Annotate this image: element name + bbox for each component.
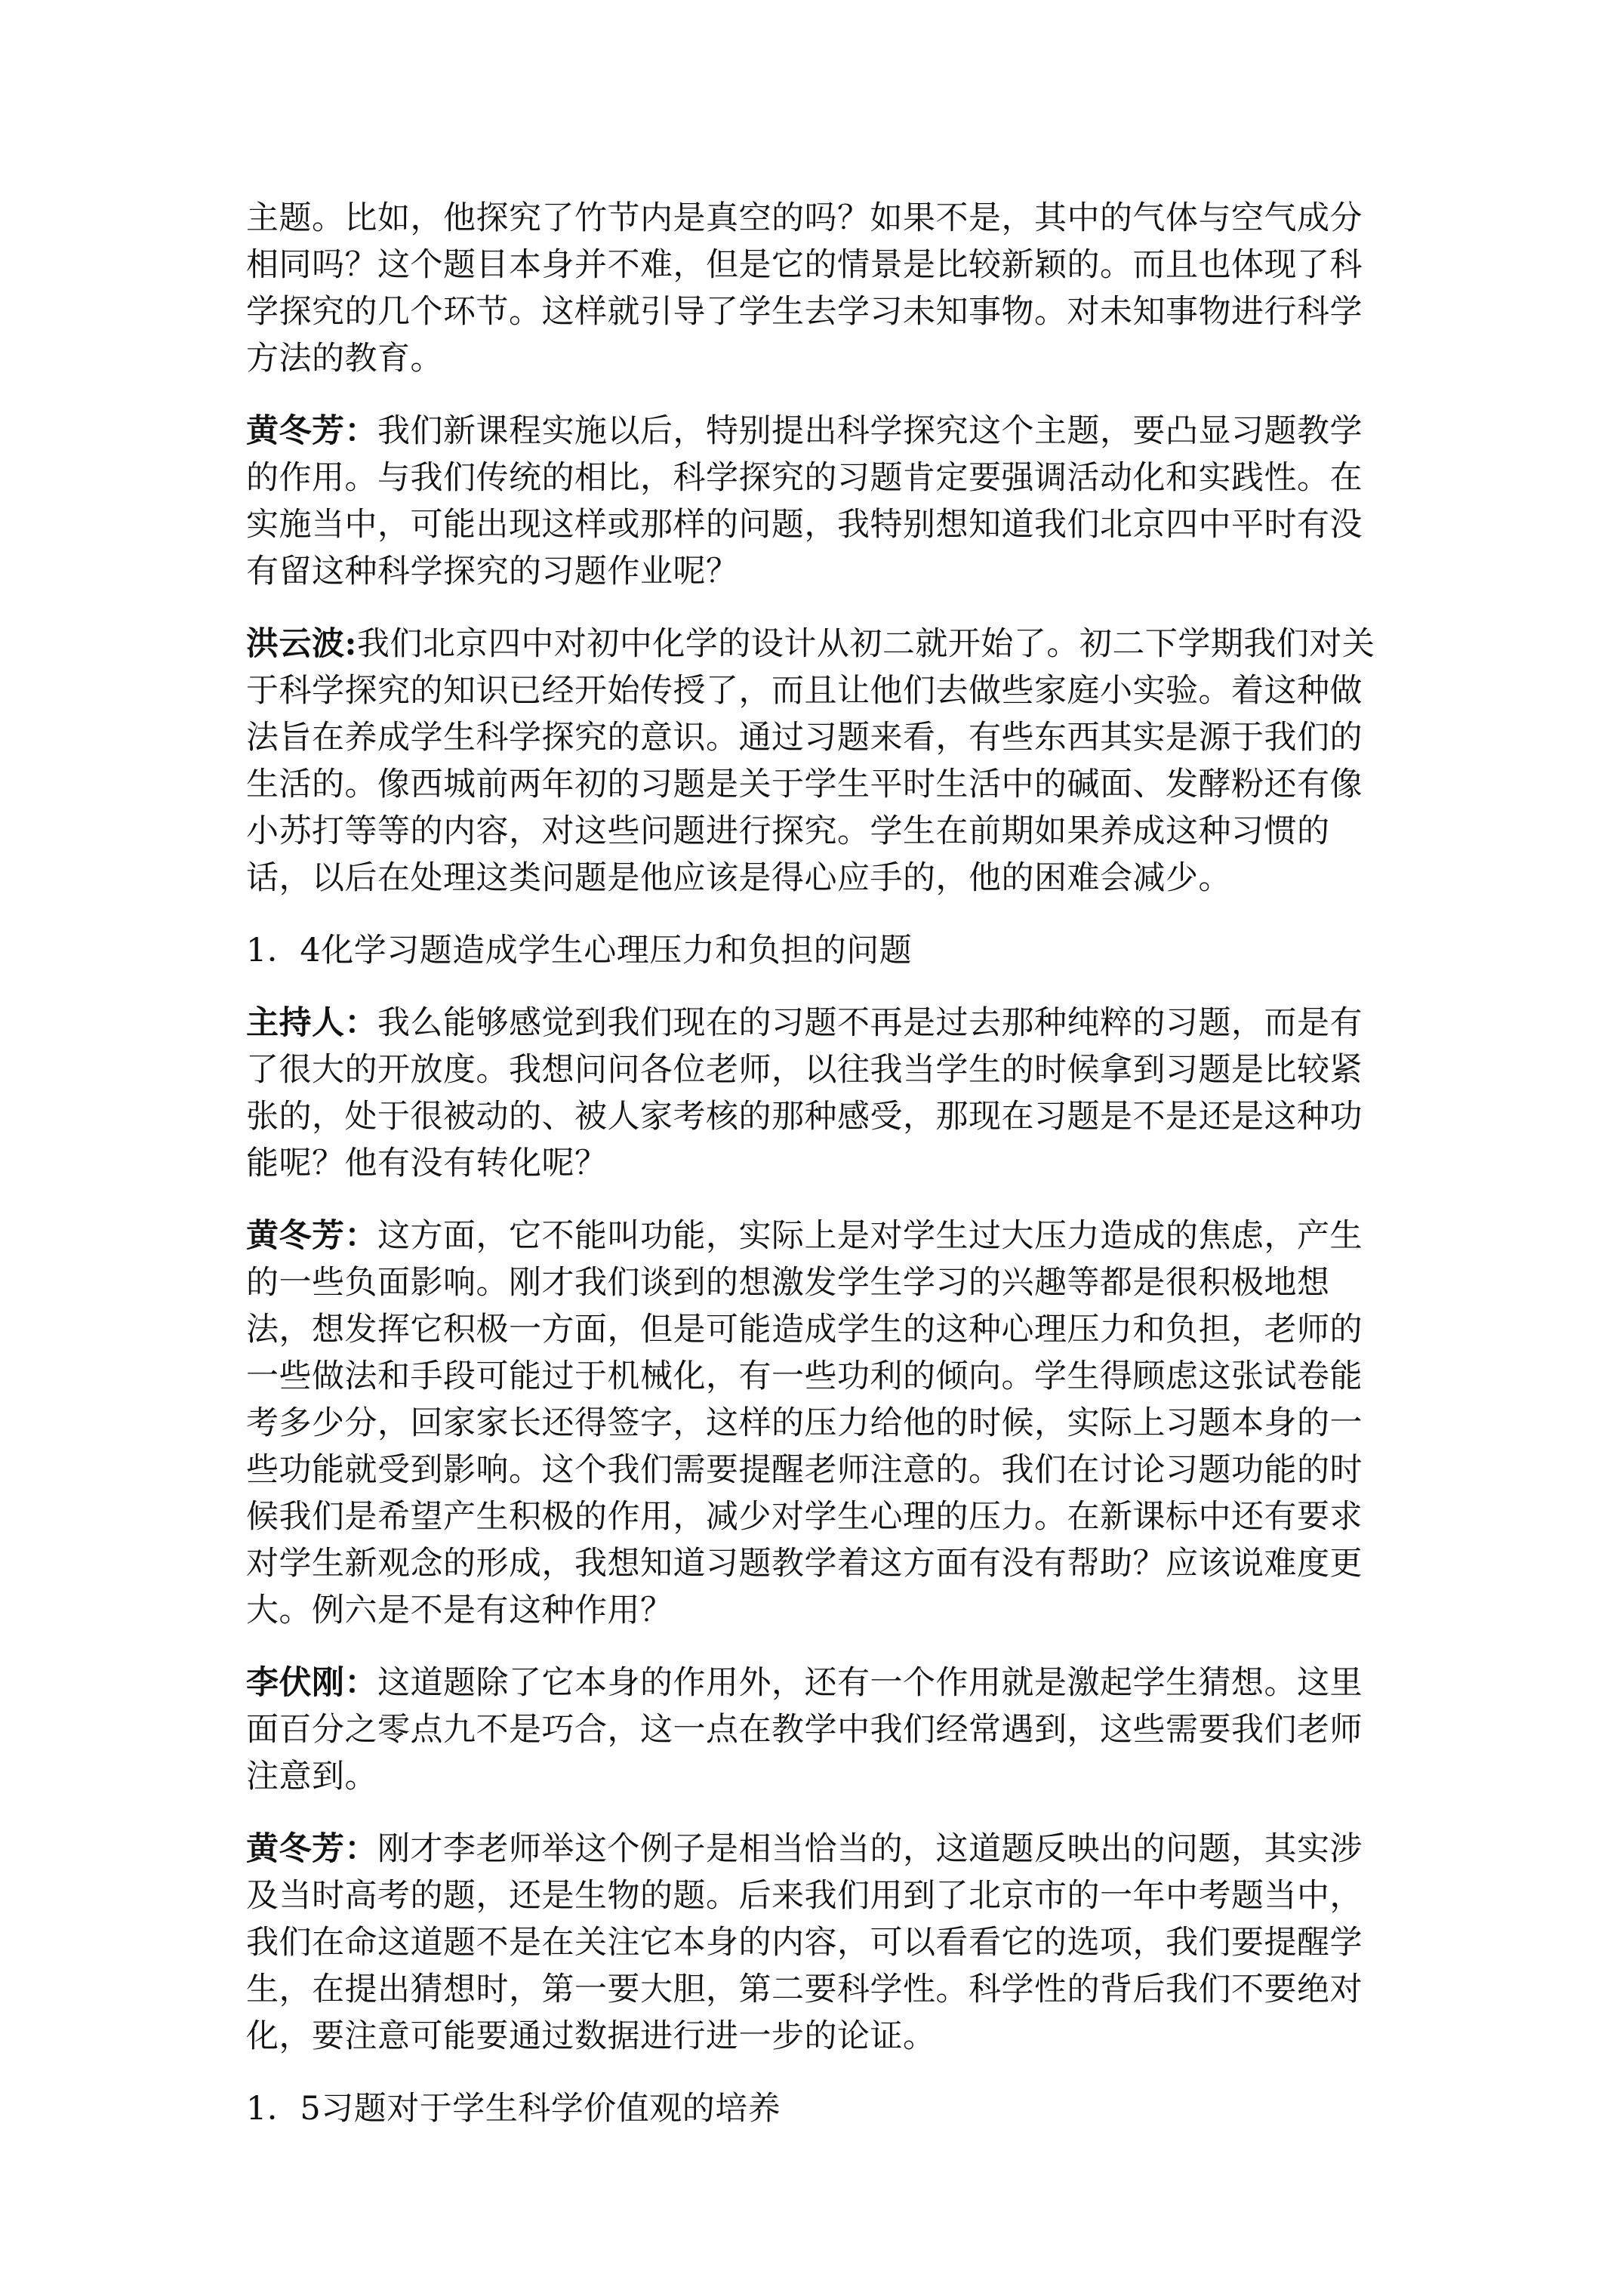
text-line: 生，在提出猜想时，第一要大胆，第二要科学性。科学性的背后我们不要绝对 xyxy=(246,1971,1363,2008)
text-line: 些功能就受到影响。这个我们需要提醒老师注意的。我们在讨论习题功能的时 xyxy=(246,1451,1363,1489)
text-line: 于科学探究的知识已经开始传授了，而且让他们去做些家庭小实验。着这种做 xyxy=(246,672,1363,710)
text-line xyxy=(246,1826,1378,1872)
speaker-name: 洪云波: xyxy=(246,625,357,663)
speech-text: 刚才李老师举这个例子是相当恰当的，这道题反映出的问题，其实涉 xyxy=(377,1830,1363,1868)
text-line: 小苏打等等的内容，对这些问题进行探究。学生在前期如果养成这种习惯的 xyxy=(246,812,1330,850)
speech-text: 这方面，它不能叫功能，实际上是对学生过大压力造成的焦虑，产生 xyxy=(377,1217,1363,1255)
speaker-name: 主持人： xyxy=(246,1004,377,1042)
text-line: 注意到。 xyxy=(246,1758,377,1795)
text-line: 话，以后在处理这类问题是他应该是得心应手的，他的困难会减少。 xyxy=(246,859,1231,897)
text-line: 主题。比如，他探究了竹节内是真空的吗？如果不是，其中的气体与空气成分 xyxy=(246,199,1363,237)
text-line: 的作用。与我们传统的相比，科学探究的习题肯定要强调活动化和实践性。在 xyxy=(246,459,1363,497)
text-line xyxy=(246,621,1378,667)
paragraph-dialogue xyxy=(246,621,1378,901)
speaker-name: 黄冬芳： xyxy=(246,1217,377,1255)
text-line: 方法的教育。 xyxy=(246,340,443,378)
speaker-name: 黄冬芳： xyxy=(246,1830,377,1868)
text-line: 生活的。像西城前两年初的习题是关于学生平时生活中的碱面、发酵粉还有像 xyxy=(246,766,1363,803)
text-line: 的一些负面影响。刚才我们谈到的想激发学生学习的兴趣等都是很积极地想 xyxy=(246,1264,1330,1302)
text-line: 有留这种科学探究的习题作业呢？ xyxy=(246,553,739,590)
text-line xyxy=(246,1660,1378,1706)
section-heading: 1．5习题对于学生科学价值观的培养 xyxy=(246,2090,781,2128)
text-line: 了很大的开放度。我想问问各位老师，以往我当学生的时候拿到习题是比较紧 xyxy=(246,1051,1363,1089)
text-line: 能呢？他有没有转化呢？ xyxy=(246,1145,608,1182)
text-line xyxy=(246,408,1378,455)
text-line: 一些做法和手段可能过于机械化，有一些功利的倾向。学生得顾虑这张试卷能 xyxy=(246,1358,1363,1395)
speech-text: 我们新课程实施以后，特别提出科学探究这个主题，要凸显习题教学 xyxy=(377,412,1363,450)
speaker-name: 李伏刚： xyxy=(246,1664,377,1702)
text-line: 面百分之零点九不是巧合，这一点在教学中我们经常遇到，这些需要我们老师 xyxy=(246,1711,1363,1749)
text-line: 实施当中，可能出现这样或那样的问题，我特别想知道我们北京四中平时有没 xyxy=(246,506,1363,544)
text-line: 法旨在养成学生科学探究的意识。通过习题来看，有些东西其实是源于我们的 xyxy=(246,719,1363,757)
text-line: 张的，处于很被动的、被人家考核的那种感受，那现在习题是不是还是这种功 xyxy=(246,1098,1363,1136)
text-line xyxy=(246,1000,1378,1046)
text-line: 相同吗？这个题目本身并不难，但是它的情景是比较新颖的。而且也体现了科 xyxy=(246,246,1363,284)
text-line: 我们在命这道题不是在关注它本身的内容，可以看看它的选项，我们要提醒学 xyxy=(246,1924,1363,1962)
speech-text: 这道题除了它本身的作用外，还有一个作用就是激起学生猜想。这里 xyxy=(377,1664,1363,1702)
text-line: 学探究的几个环节。这样就引导了学生去学习未知事物。对未知事物进行科学 xyxy=(246,293,1363,331)
document-body xyxy=(246,195,1378,2158)
text-line: 候我们是希望产生积极的作用，减少对学生心理的压力。在新课标中还有要求 xyxy=(246,1498,1363,1536)
speaker-name: 黄冬芳： xyxy=(246,412,377,450)
text-line: 化，要注意可能要通过数据进行进一步的论证。 xyxy=(246,2017,936,2055)
speech-text: 我们北京四中对初中化学的设计从初二就开始了。初二下学期我们对关 xyxy=(356,625,1375,663)
section-heading: 1．4化学习题造成学生心理压力和负担的问题 xyxy=(246,932,913,969)
speech-text: 我么能够感觉到我们现在的习题不再是过去那种纯粹的习题，而是有 xyxy=(377,1004,1363,1042)
paragraph-dialogue xyxy=(246,1000,1378,1187)
paragraph-dialogue xyxy=(246,1660,1378,1800)
text-line: 及当时高考的题，还是生物的题。后来我们用到了北京市的一年中考题当中， xyxy=(246,1877,1363,1915)
paragraph-dialogue xyxy=(246,1826,1378,2060)
paragraph-dialogue xyxy=(246,408,1378,595)
text-line: 法，想发挥它积极一方面，但是可能造成学生的这种心理压力和负担，老师的 xyxy=(246,1311,1363,1348)
paragraph-dialogue xyxy=(246,1213,1378,1634)
paragraph-intro xyxy=(246,195,1378,382)
text-line: 对学生新观念的形成，我想知道习题教学着这方面有没有帮助？应该说难度更 xyxy=(246,1545,1363,1583)
text-line xyxy=(246,1213,1378,1259)
text-line: 考多少分，回家家长还得签字，这样的压力给他的时候，实际上习题本身的一 xyxy=(246,1404,1363,1442)
text-line: 大。例六是不是有这种作用？ xyxy=(246,1592,673,1629)
